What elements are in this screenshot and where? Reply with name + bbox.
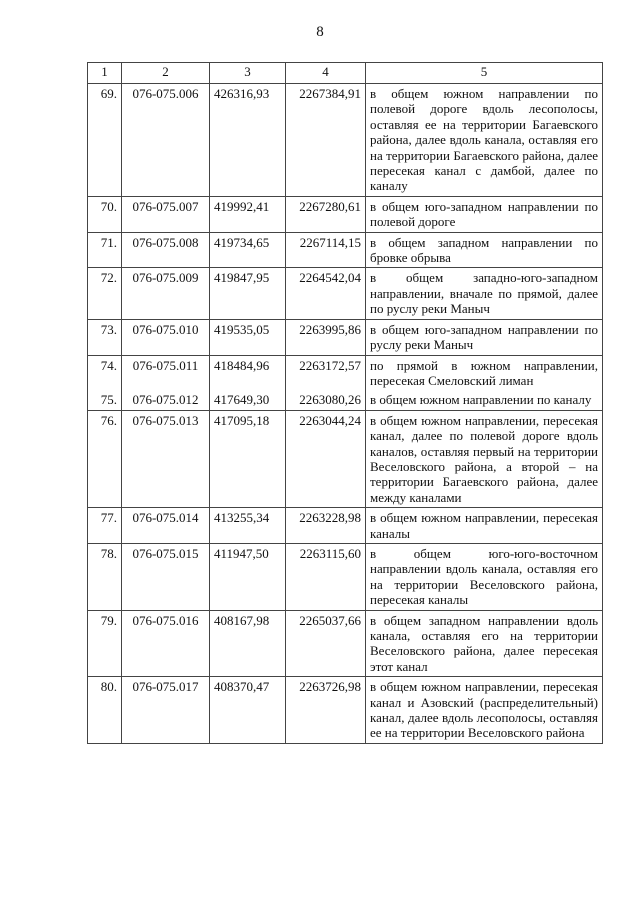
coordinate-y: 2263726,98 bbox=[286, 677, 366, 744]
row-number: 75. bbox=[88, 390, 122, 410]
coordinate-y: 2265037,66 bbox=[286, 610, 366, 677]
row-number: 73. bbox=[88, 319, 122, 355]
coordinate-x: 419535,05 bbox=[210, 319, 286, 355]
coordinate-x: 413255,34 bbox=[210, 508, 286, 544]
boundary-description: в общем южном направлении по каналу bbox=[366, 390, 603, 410]
coordinate-x: 419992,41 bbox=[210, 196, 286, 232]
boundary-description: в общем южном направлении, пересекая канал и Азовский (распределительный) канал, далее вдоль лесополосы, оставляя ее на территории Веселовского района bbox=[366, 677, 603, 744]
row-number: 69. bbox=[88, 84, 122, 197]
point-code: 076-075.007 bbox=[122, 196, 210, 232]
point-code: 076-075.006 bbox=[122, 84, 210, 197]
point-code: 076-075.011 bbox=[122, 355, 210, 390]
table-row bbox=[88, 268, 603, 319]
coordinate-x: 419847,95 bbox=[210, 268, 286, 319]
coordinate-x: 419734,65 bbox=[210, 232, 286, 268]
boundary-description: в общем юго-юго-восточном направлении вдоль канала, оставляя его на территории Веселовского района, пересекая каналы bbox=[366, 543, 603, 610]
point-code: 076-075.016 bbox=[122, 610, 210, 677]
boundary-description: в общем юго-западном направлении по полевой дороге bbox=[366, 196, 603, 232]
coordinate-x: 426316,93 bbox=[210, 84, 286, 197]
row-number: 78. bbox=[88, 543, 122, 610]
row-number: 80. bbox=[88, 677, 122, 744]
coordinate-y: 2263995,86 bbox=[286, 319, 366, 355]
point-code: 076-075.010 bbox=[122, 319, 210, 355]
row-number: 77. bbox=[88, 508, 122, 544]
coordinate-x: 411947,50 bbox=[210, 543, 286, 610]
row-number: 70. bbox=[88, 196, 122, 232]
table-body bbox=[88, 84, 603, 744]
row-number: 74. bbox=[88, 355, 122, 390]
point-code: 076-075.009 bbox=[122, 268, 210, 319]
table-row bbox=[88, 84, 603, 197]
column-header: 3 bbox=[210, 63, 286, 84]
boundary-table bbox=[87, 62, 603, 744]
table-row bbox=[88, 610, 603, 677]
point-code: 076-075.017 bbox=[122, 677, 210, 744]
coordinate-y: 2264542,04 bbox=[286, 268, 366, 319]
table-row bbox=[88, 390, 603, 410]
point-code: 076-075.014 bbox=[122, 508, 210, 544]
row-number: 79. bbox=[88, 610, 122, 677]
coordinate-x: 417095,18 bbox=[210, 410, 286, 507]
boundary-description: в общем западном направлении вдоль канала, оставляя его на территории Веселовского района, далее пересекая этот канал bbox=[366, 610, 603, 677]
coordinate-y: 2263044,24 bbox=[286, 410, 366, 507]
table-row bbox=[88, 319, 603, 355]
page-number: 8 bbox=[316, 24, 324, 40]
point-code: 076-075.008 bbox=[122, 232, 210, 268]
coordinate-y: 2263172,57 bbox=[286, 355, 366, 390]
row-number: 71. bbox=[88, 232, 122, 268]
coordinate-y: 2263228,98 bbox=[286, 508, 366, 544]
row-number: 76. bbox=[88, 410, 122, 507]
boundary-description: в общем южном направлении по полевой дороге вдоль лесополосы, оставляя ее на территории Багаевского района, далее вдоль канала, оставляя его на территории Багаевского района, далее пересекая канал с дамбой, далее по каналу bbox=[366, 84, 603, 197]
boundary-description: по прямой в южном направлении, пересекая Смеловский лиман bbox=[366, 355, 603, 390]
table-row bbox=[88, 677, 603, 744]
column-header: 5 bbox=[366, 63, 603, 84]
table-row bbox=[88, 355, 603, 390]
coordinate-y: 2263115,60 bbox=[286, 543, 366, 610]
table-row bbox=[88, 410, 603, 507]
table-row bbox=[88, 196, 603, 232]
coordinate-y: 2263080,26 bbox=[286, 390, 366, 410]
boundary-description: в общем южном направлении, пересекая каналы bbox=[366, 508, 603, 544]
boundary-description: в общем западном направлении по бровке обрыва bbox=[366, 232, 603, 268]
table-row bbox=[88, 232, 603, 268]
boundary-description: в общем юго-западном направлении по руслу реки Маныч bbox=[366, 319, 603, 355]
coordinate-y: 2267280,61 bbox=[286, 196, 366, 232]
coordinate-x: 408167,98 bbox=[210, 610, 286, 677]
boundary-description: в общем южном направлении, пересекая канал, далее по полевой дороге вдоль каналов, оставляя первый на территории Веселовского района, а второй – на территории Багаевского района, далее между каналами bbox=[366, 410, 603, 507]
column-header: 2 bbox=[122, 63, 210, 84]
boundary-description: в общем западно-юго-западном направлении, вначале по прямой, далее по руслу реки Маныч bbox=[366, 268, 603, 319]
point-code: 076-075.013 bbox=[122, 410, 210, 507]
coordinate-x: 417649,30 bbox=[210, 390, 286, 410]
column-header: 4 bbox=[286, 63, 366, 84]
point-code: 076-075.015 bbox=[122, 543, 210, 610]
table-row bbox=[88, 543, 603, 610]
table-row bbox=[88, 508, 603, 544]
coordinate-x: 418484,96 bbox=[210, 355, 286, 390]
row-number: 72. bbox=[88, 268, 122, 319]
coordinate-y: 2267114,15 bbox=[286, 232, 366, 268]
point-code: 076-075.012 bbox=[122, 390, 210, 410]
coordinate-y: 2267384,91 bbox=[286, 84, 366, 197]
table-header-row bbox=[88, 63, 603, 84]
coordinate-x: 408370,47 bbox=[210, 677, 286, 744]
column-header: 1 bbox=[88, 63, 122, 84]
